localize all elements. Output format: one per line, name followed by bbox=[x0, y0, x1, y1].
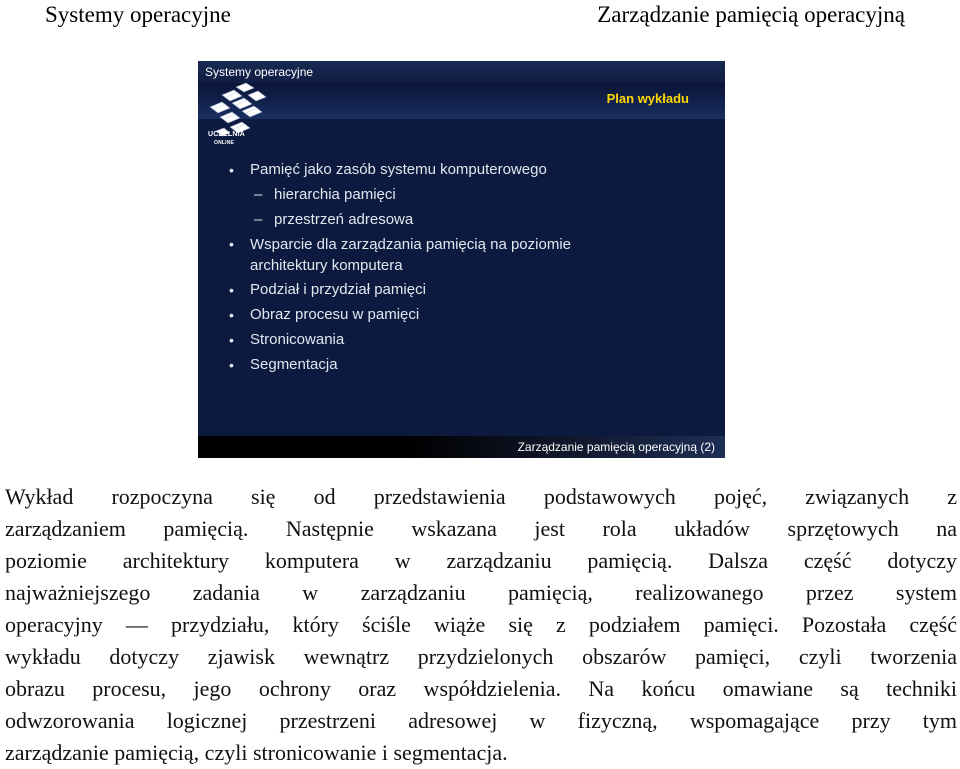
slide-bullet-item bbox=[198, 234, 725, 276]
bullet-icon: • bbox=[229, 357, 234, 373]
uczelnia-online-logo-icon bbox=[202, 81, 274, 171]
slide-bullet-item bbox=[198, 329, 725, 351]
paragraph-line: zarządzaniem pamięcią. Następnie wskazana jest rola układów sprzętowych na bbox=[5, 516, 957, 541]
bullet-icon: • bbox=[229, 307, 234, 323]
paragraph-line: odwzorowania logicznej przestrzeni adresowej w fizyczną, wspomagające przy tym bbox=[5, 708, 957, 733]
slide-bullet-text: Pamięć jako zasób systemu komputerowego bbox=[250, 161, 547, 178]
slide-sub-bullet-item bbox=[198, 209, 725, 231]
description-paragraph bbox=[5, 481, 957, 769]
slide-footer-bar bbox=[198, 436, 725, 458]
slide-bullet-item bbox=[198, 304, 725, 326]
page-header-left: Systemy operacyjne bbox=[45, 2, 231, 27]
slide-bullet-item bbox=[198, 159, 725, 181]
paragraph-line: operacyjny — przydziału, który ściśle wiąże się z podziałem pamięci. Pozostała część bbox=[5, 612, 957, 637]
slide-bullet-text: Wsparcie dla zarządzania pamięcią na poziomie bbox=[250, 236, 571, 253]
slide-sub-bullet-item bbox=[198, 184, 725, 206]
slide-bullet-item bbox=[198, 354, 725, 376]
bullet-icon: • bbox=[229, 332, 234, 348]
slide-top-bar bbox=[198, 61, 725, 83]
paragraph-line: Wykład rozpoczyna się od przedstawienia podstawowych pojęć, związanych z bbox=[5, 484, 957, 509]
slide-bullet-text: Stronicowania bbox=[250, 331, 345, 348]
slide-bullet-list bbox=[198, 159, 725, 379]
slide-bullet-text: Segmentacja bbox=[250, 356, 338, 373]
dash-icon: – bbox=[254, 211, 263, 228]
logo-text bbox=[208, 131, 245, 147]
slide-top-label: Systemy operacyjne bbox=[205, 65, 314, 79]
slide-bullet-item bbox=[198, 279, 725, 301]
slide-bullet-text: przestrzeń adresowa bbox=[274, 211, 414, 228]
slide bbox=[198, 61, 725, 458]
slide-bullet-text: Obraz procesu w pamięci bbox=[250, 306, 420, 323]
slide-bullet-text: Podział i przydział pamięci bbox=[250, 281, 426, 298]
page-header-right: Zarządzanie pamięcią operacyjną bbox=[597, 2, 905, 27]
paragraph-line: poziomie architektury komputera w zarządzaniu pamięcią. Dalsza część dotyczy bbox=[5, 548, 957, 573]
slide-footer: Zarządzanie pamięcią operacyjną (2) bbox=[517, 440, 715, 454]
logo-text-line-1: UCZELNIA bbox=[208, 131, 245, 138]
slide-title: Plan wykładu bbox=[606, 91, 689, 106]
paragraph-line: zarządzanie pamięcią, czyli stronicowanie i segmentacja. bbox=[5, 740, 508, 765]
logo-text-line-2: ONLINE bbox=[214, 140, 235, 146]
dash-icon: – bbox=[254, 186, 263, 203]
paragraph-line: wykładu dotyczy zjawisk wewnątrz przydzielonych obszarów pamięci, czyli tworzenia bbox=[5, 644, 957, 669]
paragraph-line: obrazu procesu, jego ochrony oraz współdzielenia. Na końcu omawiane są techniki bbox=[5, 676, 957, 701]
bullet-icon: • bbox=[229, 162, 234, 178]
bullet-icon: • bbox=[229, 236, 234, 252]
slide-bullet-text: hierarchia pamięci bbox=[274, 186, 396, 203]
bullet-icon: • bbox=[229, 282, 234, 298]
slide-bullet-text-continued: architektury komputera bbox=[250, 257, 403, 274]
paragraph-line: najważniejszego zadania w zarządzaniu pamięcią, realizowanego przez system bbox=[5, 580, 957, 605]
